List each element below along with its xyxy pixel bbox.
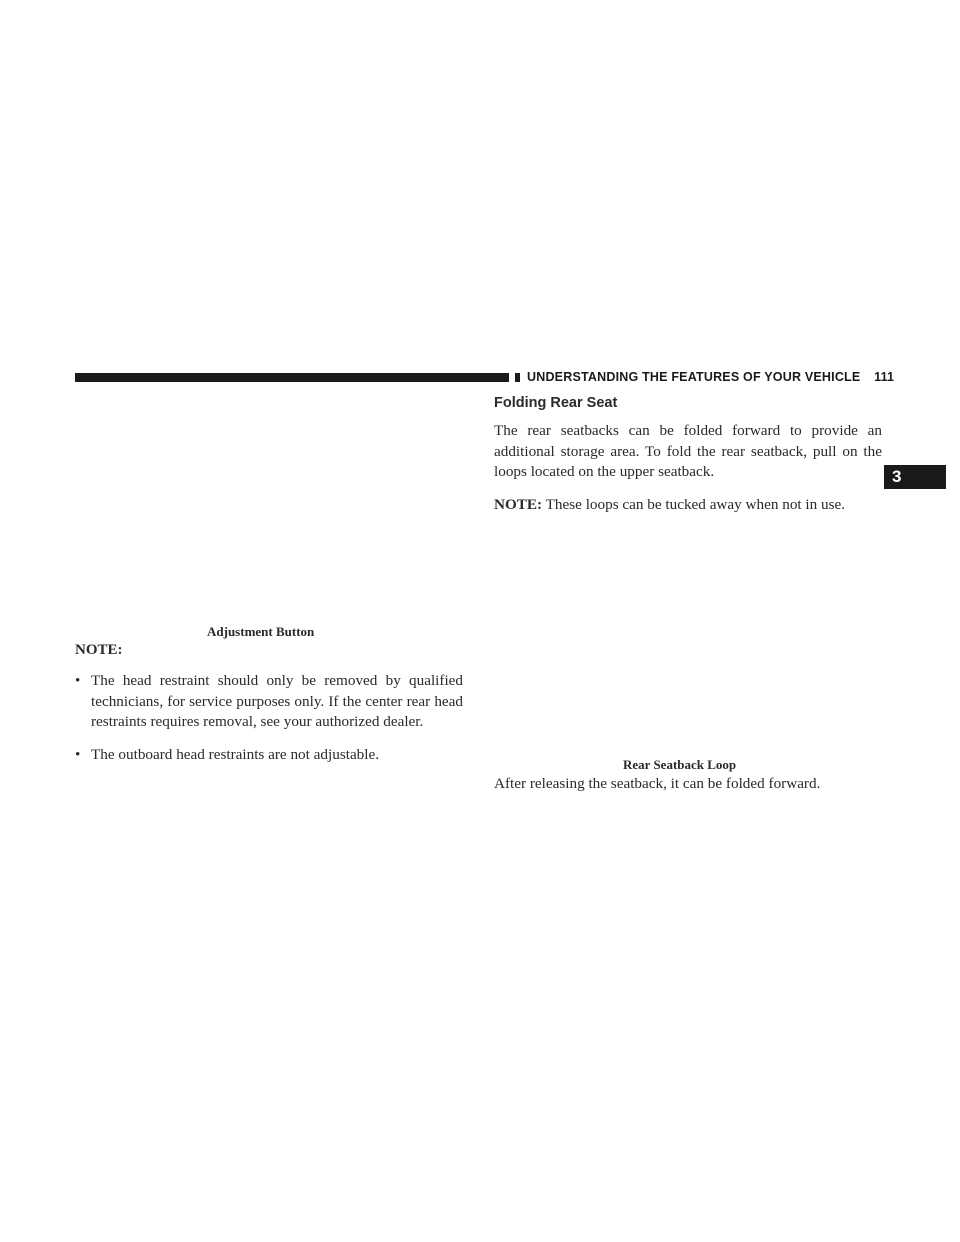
bullet-text: The outboard head restraints are not adjustable.: [91, 745, 380, 763]
header-rule: [75, 373, 509, 382]
list-item: [75, 671, 463, 733]
header-section-title: UNDERSTANDING THE FEATURES OF YOUR VEHICLE: [527, 370, 861, 384]
running-header: [527, 370, 894, 384]
figure-caption-rear-seatback-loop: Rear Seatback Loop: [623, 757, 737, 772]
page-number: 111: [874, 370, 895, 384]
note-heading: NOTE:: [75, 642, 123, 658]
note-label: NOTE:: [494, 495, 543, 513]
figure-caption-adjustment-button: Adjustment Button: [207, 624, 315, 639]
right-column: [494, 395, 882, 527]
list-item: [75, 745, 463, 766]
after-figure-paragraph: After releasing the seatback, it can be folded forward.: [494, 775, 821, 792]
section-title: Folding Rear Seat: [494, 395, 618, 411]
note-bullet-list: [75, 671, 463, 765]
note-text: These loops can be tucked away when not in use.: [545, 495, 846, 513]
figure-rear-seatback-loop: [494, 515, 884, 750]
figure-adjustment-button: [75, 395, 465, 617]
header-rule-marker: [515, 373, 520, 382]
chapter-tab: 3: [884, 465, 946, 489]
bullet-icon: •: [75, 745, 81, 763]
bullet-text: The head restraint should only be removed by qualified technicians, for service purposes only. If the center rear head restraints requires removal, see your authorized dealer.: [91, 672, 463, 730]
bullet-icon: •: [75, 672, 81, 689]
note-paragraph: [494, 495, 882, 516]
body-paragraph: The rear seatbacks can be folded forward to provide an additional storage area. To fold the rear seatback, pull on the loops located on the upper seatback.: [494, 422, 882, 480]
left-column: [75, 642, 463, 777]
